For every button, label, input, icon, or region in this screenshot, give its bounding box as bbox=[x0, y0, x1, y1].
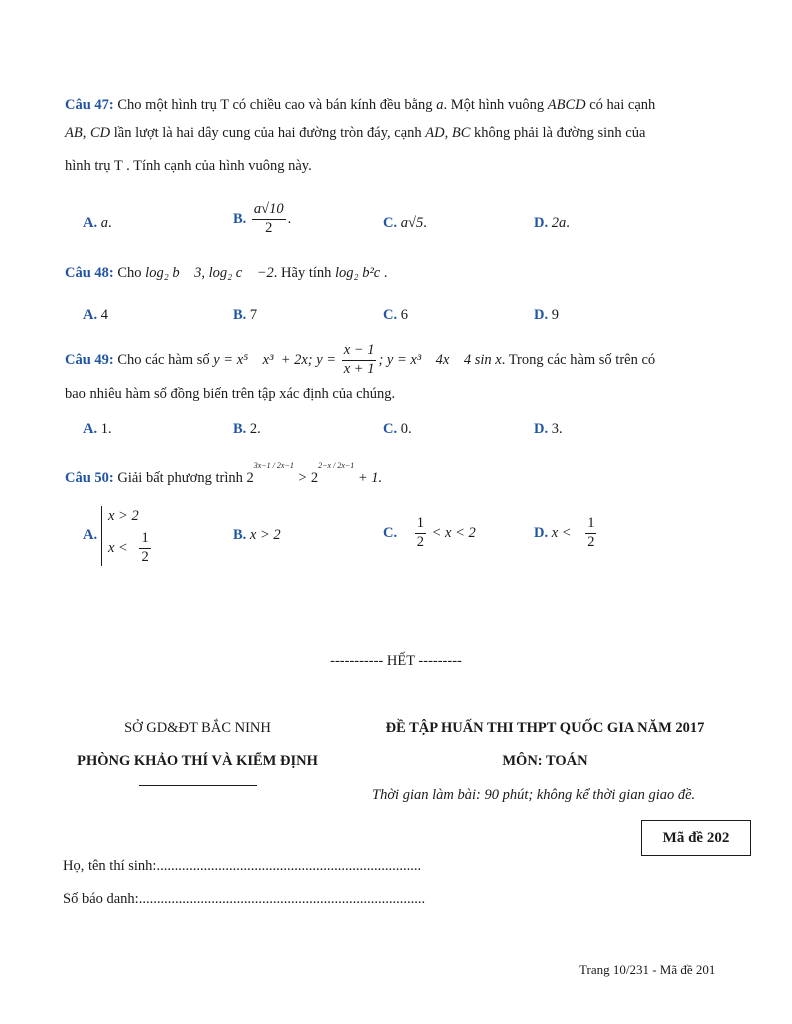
q47-line3: hình trụ T . Tính cạnh của hình vuông này. bbox=[65, 158, 312, 174]
q47-option-b[interactable]: B. $\frac{a√10}{2}$ . bbox=[233, 201, 292, 236]
q48-label: Câu 48: bbox=[65, 265, 114, 281]
q49-option-d[interactable]: D. 3. bbox=[534, 421, 563, 437]
q50-stem: Câu 50: Giải bất phương trình $2^{3x-1 / 2x-1} > 2^{2-x / 2x-1} + 1$. bbox=[65, 461, 383, 486]
q50-option-c[interactable]: C. $\frac{1}{2}$ < x < 2 bbox=[383, 515, 476, 550]
q47-option-c[interactable]: C. a√5. bbox=[383, 215, 427, 231]
q49-stem: Câu 49: Cho các hàm số y = x⁵ x³ + 2x; y = $\frac{x - 1}{x + 1}$ ; y = x³ 4x 4 sin x. Trong các hàm số trên có bbox=[65, 342, 656, 377]
candidate-name-field[interactable]: Họ, tên thí sinh:......................................................................... bbox=[63, 858, 422, 874]
q49-line2: bao nhiêu hàm số đồng biến trên tập xác định của chúng. bbox=[65, 386, 396, 402]
q47-option-d[interactable]: D. 2a. bbox=[534, 215, 570, 231]
q49-label: Câu 49: bbox=[65, 351, 114, 368]
q50-option-a-label[interactable]: A. bbox=[83, 527, 98, 543]
exam-title: ĐỀ TẬP HUẤN THI THPT QUỐC GIA NĂM 2017 bbox=[385, 720, 705, 736]
q47-line1: Câu 47: Cho một hình trụ T có chiều cao và bán kính đều bằng a. Một hình vuông ABCD có hai cạnh bbox=[65, 97, 656, 113]
q48-option-b[interactable]: B. 7 bbox=[233, 307, 258, 323]
page-footer: Trang 10/231 - Mã đề 201 bbox=[579, 962, 716, 977]
q49-option-a[interactable]: A. 1. bbox=[83, 421, 112, 437]
candidate-number-field[interactable]: Số báo danh:............................................................................... bbox=[63, 891, 426, 907]
q47-label: Câu 47: bbox=[65, 97, 114, 113]
q47-option-a[interactable]: A. a. bbox=[83, 215, 112, 231]
q48-option-d[interactable]: D. 9 bbox=[534, 307, 559, 323]
q47-line2: AB, CD lần lượt là hai dây cung của hai đường tròn đáy, cạnh AD, BC không phải là đường sinh của bbox=[65, 125, 646, 141]
brace bbox=[101, 506, 106, 566]
q49-option-b[interactable]: B. 2. bbox=[233, 421, 261, 437]
end-mark: ----------- HẾT --------- bbox=[330, 653, 462, 669]
header-divider bbox=[139, 785, 257, 786]
subject: MÔN: TOÁN bbox=[502, 753, 588, 769]
time-note: Thời gian làm bài: 90 phút; không kể thời gian giao đề. bbox=[372, 787, 696, 803]
dept-name: SỞ GD&ĐT BẮC NINH bbox=[124, 720, 271, 736]
q48-option-c[interactable]: C. 6 bbox=[383, 307, 408, 323]
exam-code-box: Mã đề 202 bbox=[641, 820, 751, 856]
q48-option-a[interactable]: A. 4 bbox=[83, 307, 108, 323]
q50-option-a-row2: x < $\frac{1}{2}$ bbox=[108, 530, 149, 565]
q48-stem: Câu 48: Cho log₂ b 3, log₂ c −2. Hãy tính log₂ b²c . bbox=[65, 265, 388, 281]
q49-option-c[interactable]: C. 0. bbox=[383, 421, 412, 437]
q50-option-d[interactable]: D. x < $\frac{1}{2}$ bbox=[534, 515, 595, 550]
office-name: PHÒNG KHẢO THÍ VÀ KIỂM ĐỊNH bbox=[77, 753, 318, 769]
q50-label: Câu 50: bbox=[65, 470, 114, 486]
q50-option-b[interactable]: B. x > 2 bbox=[233, 527, 281, 543]
q50-option-a-row1: x > 2 bbox=[108, 508, 139, 524]
